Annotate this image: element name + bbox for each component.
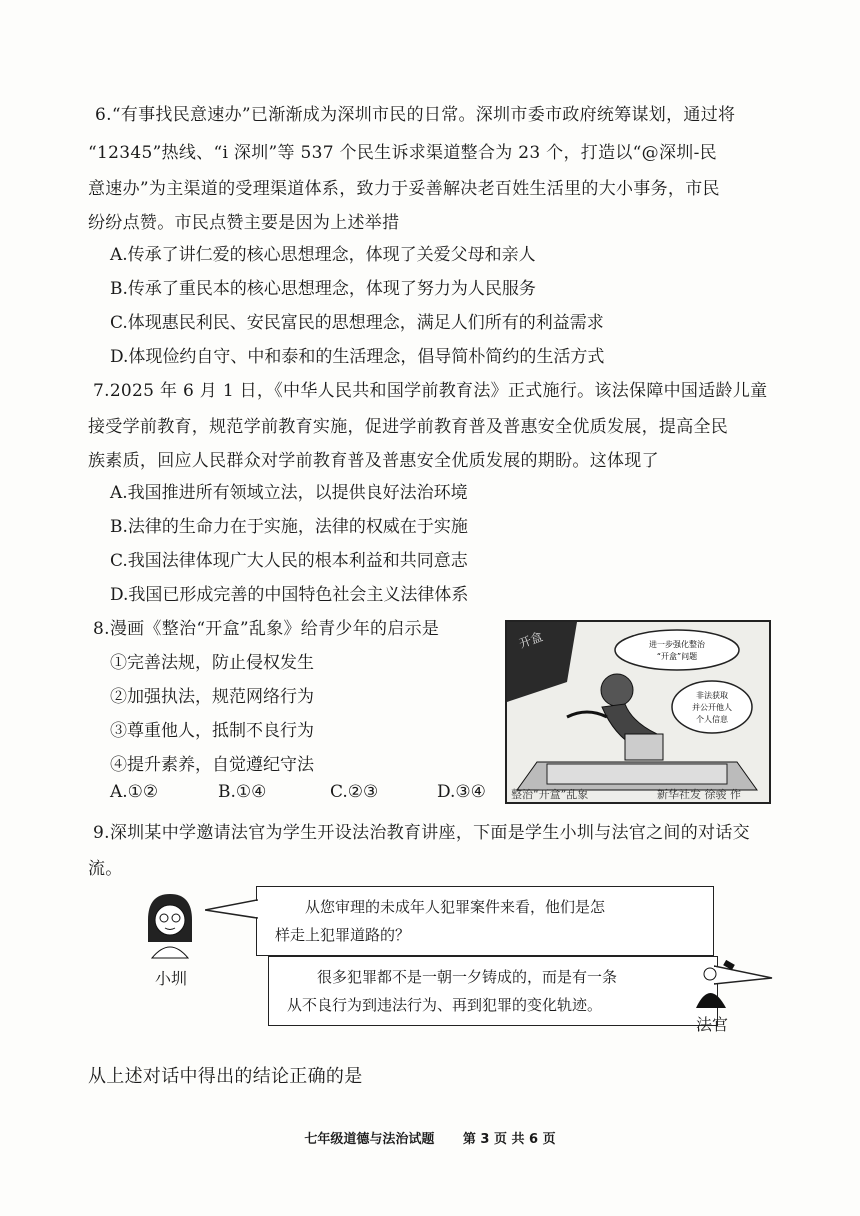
q9-conclusion: 从上述对话中得出的结论正确的是 <box>88 1066 363 1087</box>
student-label: 小圳 <box>155 969 188 988</box>
q8-stem: 8.漫画《整治“开盒”乱象》给青少年的启示是 <box>93 619 440 639</box>
q7-line-3: 族素质，回应人民群众对学前教育普及普惠安全优质发展的期盼。这体现了 <box>88 451 659 471</box>
q8-item-1: ①完善法规，防止侵权发生 <box>110 653 314 673</box>
q7-option-c: C.我国法律体现广大人民的根本利益和共同意志 <box>110 551 468 571</box>
student-icon <box>140 890 200 960</box>
q8-item-2: ②加强执法，规范网络行为 <box>110 687 314 707</box>
q7-option-b: B.法律的生命力在于实施，法律的权威在于实施 <box>110 517 468 537</box>
q7-option-a: A.我国推进所有领域立法，以提供良好法治环境 <box>110 483 468 503</box>
student-speech-line-1: 从您审理的未成年人犯罪案件来看，他们是怎 <box>305 898 606 916</box>
cartoon-image <box>505 620 771 804</box>
judge-label: 法官 <box>696 1015 729 1034</box>
cartoon-sign: 开盒 <box>517 629 545 651</box>
q9-line-1: 9.深圳某中学邀请法官为学生开设法治教育讲座，下面是学生小圳与法官之间的对话交 <box>93 823 750 843</box>
cartoon-caption-left: 整治“开盒”乱象 <box>511 788 589 801</box>
judge-icon <box>688 960 738 1010</box>
q6-line-3: 意速办”为主渠道的受理渠道体系，致力于妥善解决老百姓生活里的大小事务，市民 <box>88 179 720 199</box>
svg-text:非法获取: 非法获取 <box>696 691 728 700</box>
bubble1-pointer <box>205 898 259 920</box>
cartoon-bubble-top-1: 进一步强化整治 <box>649 640 705 649</box>
q6-option-d: D.体现俭约自守、中和泰和的生活理念，倡导简朴简约的生活方式 <box>110 347 605 367</box>
svg-text:并公开他人: 并公开他人 <box>692 703 732 712</box>
svg-text:个人信息: 个人信息 <box>696 715 728 724</box>
q8-item-4: ④提升素养，自觉遵纪守法 <box>110 755 314 775</box>
q6-option-c: C.体现惠民利民、安民富民的思想理念，满足人们所有的利益需求 <box>110 313 604 333</box>
q6-line-2: “12345”热线、“i 深圳”等 537 个民生诉求渠道整合为 23 个，打造以“@深圳-民 <box>88 143 717 163</box>
q7-line-1: 7.2025 年 6 月 1 日，《中华人民共和国学前教育法》正式施行。该法保障中国适龄儿童 <box>93 381 768 401</box>
q6-line-1: 6.“有事找民意速办”已渐渐成为深圳市民的日常。深圳市委市政府统筹谋划，通过将 <box>95 105 736 125</box>
footer-subject: 七年级道德与法治试题 <box>304 1132 435 1147</box>
cartoon-illustration <box>507 622 769 802</box>
q8-option-c: C.②③ <box>330 782 379 802</box>
judge-speech-bubble <box>268 956 718 1026</box>
judge-speech-line-2: 从不良行为到违法行为、再到犯罪的变化轨迹。 <box>287 996 603 1014</box>
student-speech-line-2: 样走上犯罪道路的？ <box>275 926 411 944</box>
q6-option-a: A.传承了讲仁爱的核心思想理念，体现了关爱父母和亲人 <box>110 245 536 265</box>
q8-option-d: D.③④ <box>437 782 486 802</box>
q8-item-3: ③尊重他人，抵制不良行为 <box>110 721 314 741</box>
q6-option-b: B.传承了重民本的核心思想理念，体现了努力为人民服务 <box>110 279 536 299</box>
q8-option-b: B.①④ <box>218 782 267 802</box>
page-footer <box>0 1128 860 1147</box>
student-speech-bubble <box>256 886 714 956</box>
q7-line-2: 接受学前教育，规范学前教育实施，促进学前教育普及普惠安全优质发展，提高全民 <box>88 417 729 437</box>
q8-option-a: A.①② <box>110 782 159 802</box>
q7-option-d: D.我国已形成完善的中国特色社会主义法律体系 <box>110 585 469 605</box>
judge-speech-line-1: 很多犯罪都不是一朝一夕铸成的，而是有一条 <box>317 968 618 986</box>
cartoon-bubble-top-2: “开盒”问题 <box>656 652 698 661</box>
q9-line-2: 流。 <box>88 859 123 879</box>
footer-page-number: 第 3 页 共 6 页 <box>462 1132 556 1147</box>
q6-line-4: 纷纷点赞。市民点赞主要是因为上述举措 <box>88 213 400 233</box>
cartoon-caption-right: 新华社发 徐骏 作 <box>657 788 741 801</box>
